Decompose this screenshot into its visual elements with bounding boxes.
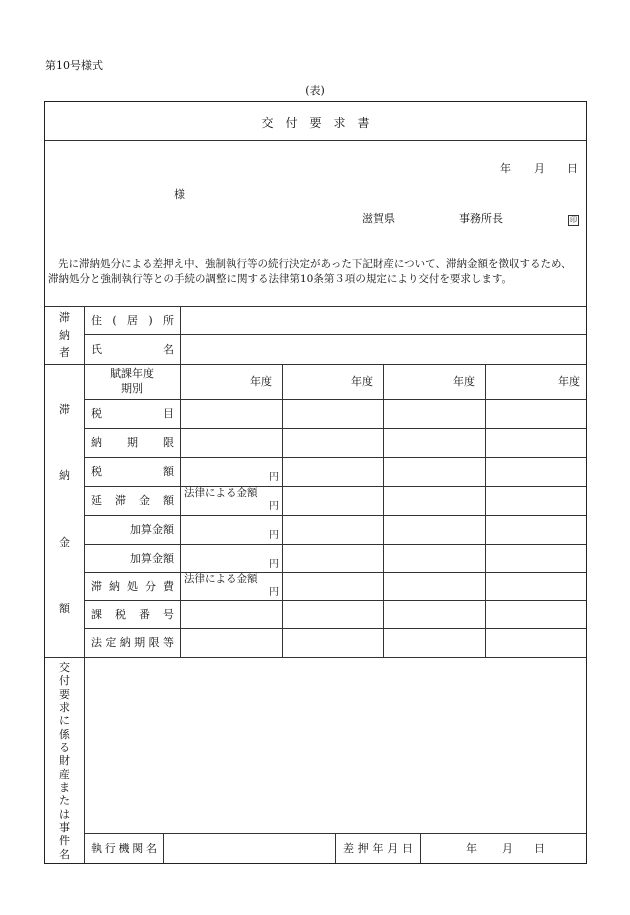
legal-amount-note-2: 法律による金額 [184,573,258,585]
seizure-label-line [335,833,336,863]
amount-divider [45,657,586,658]
disposal-cost-label: 滞 納 処 分 費 [91,580,174,593]
side-label: (表) [305,84,325,97]
legal-amount-note: 法律による金額 [184,487,258,499]
amount-row-line [84,600,586,601]
title-divider [45,140,586,141]
year-header-1: 年度 [250,375,272,388]
issuer-prefecture: 滋賀県 [362,212,395,225]
seizure-day: 日 [534,842,545,855]
deadline-label: 納 期 限 [91,436,174,449]
intro-divider [45,306,586,307]
yen-mark-disposal: 円 [269,587,279,598]
year-column-line [383,364,384,657]
delinquent-group-label: 滞 納 者 [59,311,70,359]
tax-number-label: 課 税 番 号 [91,608,174,621]
amount-row-line [84,399,586,400]
name-label: 氏 名 [91,343,174,356]
seizure-year: 年 [466,842,477,855]
added-tax-label: 加算金額 [130,523,174,536]
tax-amount-label: 税 額 [91,465,174,478]
addressee-suffix: 様 [174,188,185,201]
yen-mark-added-2: 円 [269,559,279,570]
period-header: 期別 [121,382,143,395]
amount-row-line [84,628,586,629]
amount-row-line [84,515,586,516]
amount-row-line [84,544,586,545]
address-divider [84,334,586,335]
issuer-office: 事務所長 [459,212,503,225]
date-year: 年 [500,162,511,175]
property-label: 交 付 要 求 に 係 る 財 産 ま た は 事 件 名 [59,661,70,861]
seal-mark: 印 [570,216,577,224]
request-form [44,101,587,864]
amount-row-line [84,457,586,458]
year-header-3: 年度 [453,375,475,388]
yen-mark-added-1: 円 [269,530,279,541]
statutory-deadline-label: 法 定 納 期 限 等 [91,636,174,649]
year-header-2: 年度 [351,375,373,388]
amount-row-line [84,486,586,487]
amount-row-line [84,572,586,573]
form-title: 交 付 要 求 書 [261,116,370,130]
year-column-line [485,364,486,657]
seizure-date-label: 差 押 年 月 日 [343,842,413,855]
seizure-month: 月 [502,842,513,855]
agency-column-line [163,833,164,863]
form-number: 第10号様式 [45,59,103,72]
body-text-line-1: 先に滞納処分による差押え中、強制執行等の続行決定があった下記財産について、滞納金額を徴収するため、 [58,258,572,270]
fiscal-year-header: 賦課年度 [110,367,154,380]
yen-mark-delay: 円 [269,501,279,512]
exec-agency-label: 執 行 機 関 名 [91,842,157,855]
seizure-value-line [420,833,421,863]
tax-item-label: 税 目 [91,407,174,420]
body-text-line-2: 滞納処分と強制執行等との手続の調整に関する法律第10条第３項の規定により交付を要求します。 [48,273,513,285]
delinquent-divider [45,364,586,365]
amount-row-line [84,428,586,429]
year-column-line [282,364,283,657]
added-tax-label-2: 加算金額 [130,552,174,565]
year-header-4: 年度 [558,375,580,388]
amount-group-label: 滞 納 金 額 [59,403,70,615]
address-label: 住 ( 居 ) 所 [91,314,174,327]
date-month: 月 [534,162,545,175]
yen-mark-tax: 円 [269,472,279,483]
delay-tax-label: 延 滞 金 額 [91,494,174,507]
date-day: 日 [567,162,578,175]
